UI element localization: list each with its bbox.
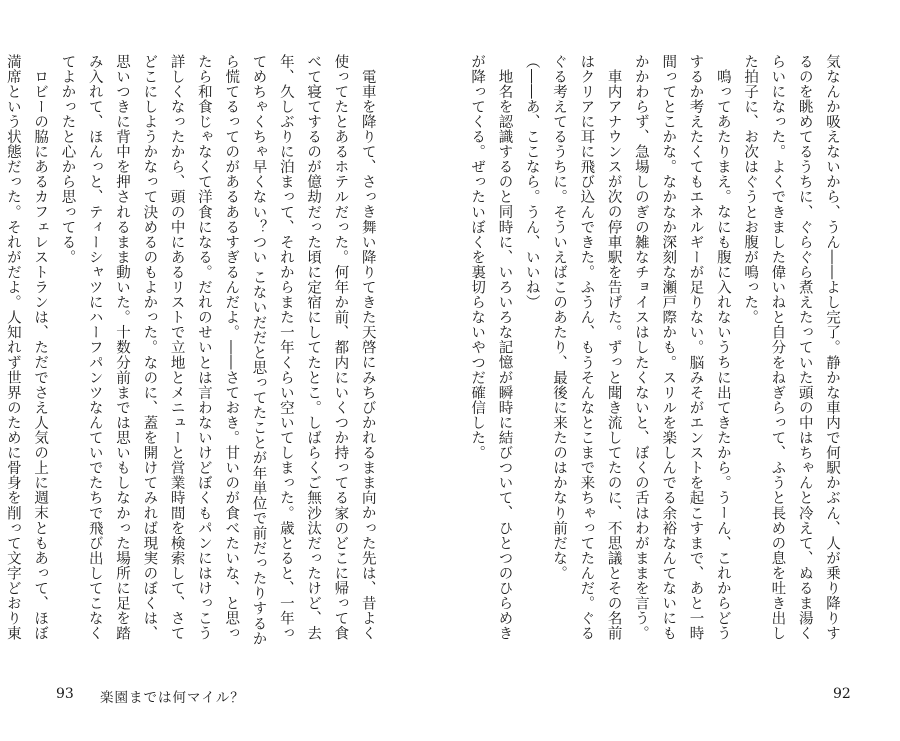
left-page-body: [4, 54, 408, 652]
running-title: 楽園までは何マイル？: [100, 690, 245, 706]
paragraph: 気なんか吸えないから、うん――よし完了。静かな車内で何駅かぶん、人が乗り降りするのを眺めてるうちに、ぐらぐら煮えたっていた頭の中はちゃんと冷えて、ぬるま湯くらいになった。よくできました偉いねと自分をねぎらって、ふうと長めの息を吐き出した拍子に、お次はぐうとお腹が鳴った。: [742, 54, 840, 641]
paragraph: ロビーの脇にあるカフェレストランは、ただでさえ人気の上に週末ともあって、ほぼ満席という状態だった。それがだよ。人知れず世界のために骨身を削って文字どおり東: [4, 54, 49, 641]
right-page: [450, 0, 900, 741]
paragraph: 鳴ってあたりまえ。なにも腹に入れないうちに出てきたから。うーん、これからどうするか考えたくてもエネルギーが足りない。脳みそがエンストを起こすまで、あと一時間ってとこかな。なかなか深刻な瀬戸際かも。スリルを楽しんでる余裕なんてないにもかかわらず、急場しのぎの雑なチョイスはしたくないと、ぼくの舌はわがままを言う。: [632, 54, 731, 641]
paragraph: （――あ、ここなら。うん、いいね）: [523, 54, 540, 310]
paragraph: 車内アナウンスが次の停車駅を告げた。ずっと聞き流してたのに、不思議とその名前はクリアに耳に飛び込んできた。ふうん、もうそんなとこまで来ちゃってたんだ。ぐるぐる考えてるうちに。そういえばこのあたり、最後に来たのはかなり前だな。: [551, 54, 622, 641]
page-number: 92: [833, 686, 851, 702]
paragraph: 電車を降りて、さっき舞い降りてきた天啓にみちびかれるまま向かった先は、昔よく使ってたとあるホテルだった。何年か前、都内にいくつか持ってる家のどこに帰って食べて寝てするのが億劫だった頃に定宿にしてたとこ。しばらくご無沙汰だったけど、去年、久しぶりに泊まって、それからまた一年くらい空いてしまった。歳とると、一年ってめちゃくちゃ早くない？つい こないだだと思ってたことが年単位で前だったりするから慌てるってのがあるあるすぎるんだよ。――さておき。甘いのが食べたいな、と思ったら和食じゃなくて洋食になる。だれのせいとは言わないけどぼくもパンにはけっこう詳しくなったから、頭の中にあるリストで立地とメニューと営業時間を検索して、さてどこにしようかなって決めるのもよかった。なのに、蓋を開けてみれば現実のぼくは、思いつきに背中を押されるまま動いた。十数分前までは思いもしなかった場所に足を踏み入れて、ほんっと、ティーシャツにハーフパンツなんていでたちで飛び出してこなくてよかったと心から思ってる。: [59, 54, 376, 647]
right-page-body: [469, 54, 845, 652]
blank-line: [381, 54, 408, 652]
paragraph: 地名を認識するのと同時に、いろいろな記憶が瞬時に結びついて、ひとつのひらめきが降ってくる。ぜったいぼくを裏切らないやつだ確信した。: [469, 54, 513, 641]
page-number: 93: [56, 686, 74, 702]
